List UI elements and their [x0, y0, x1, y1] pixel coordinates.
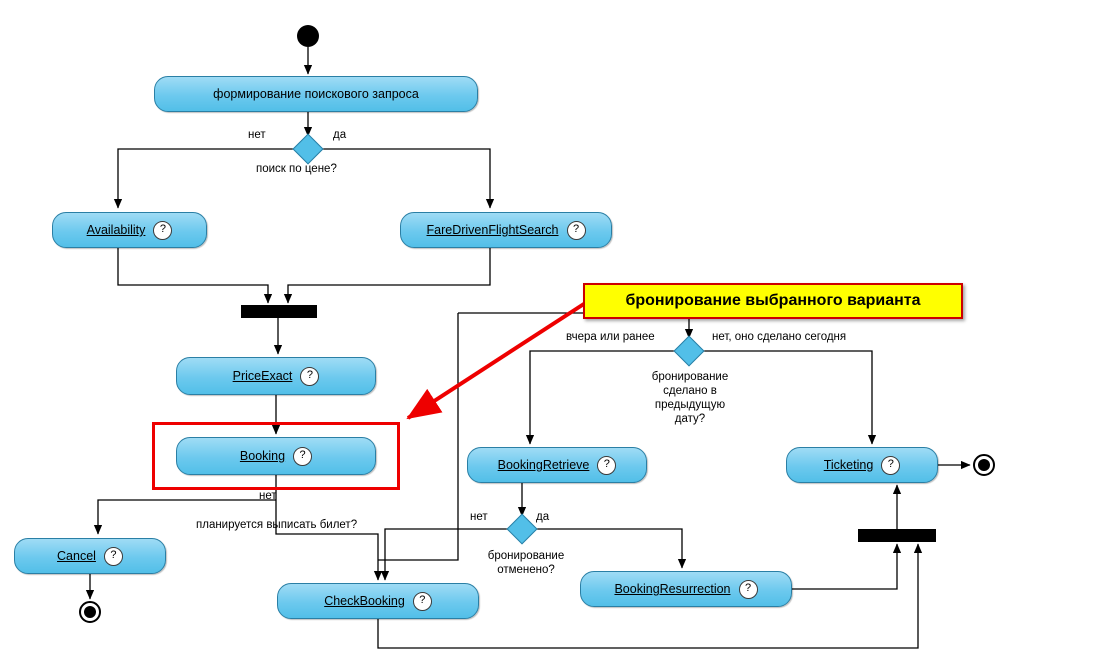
edge-label-yes-price: да: [333, 129, 347, 141]
callout-text: бронирование выбранного варианта: [625, 292, 921, 309]
node-label: Ticketing: [823, 458, 874, 472]
action-node-booking-retrieve[interactable]: [467, 447, 647, 483]
final-node-ticketing: [973, 454, 995, 476]
edge-label-made-today: нет, оно сделано сегодня: [712, 331, 847, 343]
edge-label-cancelled-question: бронирование отменено?: [487, 550, 565, 576]
action-node-price-exact[interactable]: [176, 357, 376, 395]
question-icon[interactable]: ?: [739, 580, 758, 599]
node-label: формирование поискового запроса: [213, 87, 419, 101]
edge-label-yesterday-or-earlier: вчера или ранее: [566, 331, 655, 343]
decision-node-price-search[interactable]: [292, 133, 323, 164]
question-icon[interactable]: ?: [881, 456, 900, 475]
node-label: CheckBooking: [324, 594, 405, 608]
decision-node-previous-date[interactable]: [673, 335, 704, 366]
node-label: PriceExact: [232, 369, 293, 383]
node-label: BookingResurrection: [614, 582, 731, 596]
decision-node-booking-cancelled[interactable]: [506, 513, 537, 544]
node-label: Availability: [86, 223, 146, 237]
callout-booking-selected-option: [583, 283, 963, 319]
edge-label-previous-date-question: бронирование сделано в предыдущую дату?: [651, 371, 729, 425]
join-bar-2: [858, 529, 936, 542]
edge-label-price-search-question: поиск по цене?: [256, 163, 337, 175]
question-icon[interactable]: ?: [300, 367, 319, 386]
final-node-cancel: [79, 601, 101, 623]
question-icon[interactable]: ?: [293, 447, 312, 466]
question-icon[interactable]: ?: [104, 547, 123, 566]
edge-label-ticket-planned-question: планируется выписать билет?: [196, 519, 358, 531]
action-node-cancel[interactable]: [14, 538, 166, 574]
question-icon[interactable]: ?: [597, 456, 616, 475]
edge-label-yes-cancelled: да: [536, 511, 550, 523]
initial-node: [297, 25, 319, 47]
action-node-fare-driven-flight-search[interactable]: [400, 212, 612, 248]
question-icon[interactable]: ?: [567, 221, 586, 240]
action-node-booking-resurrection[interactable]: [580, 571, 792, 607]
action-node-ticketing[interactable]: [786, 447, 938, 483]
node-label: Cancel: [57, 549, 96, 563]
highlight-box-booking: [152, 422, 400, 490]
question-icon[interactable]: ?: [153, 221, 172, 240]
node-label: Booking: [239, 449, 286, 463]
action-node-check-booking[interactable]: [277, 583, 479, 619]
edge-label-no-price: нет: [248, 129, 266, 141]
action-node-availability[interactable]: [52, 212, 207, 248]
edge-label-no-cancelled: нет: [470, 511, 488, 523]
edge-label-no-booking: нет: [259, 490, 277, 502]
join-bar-1: [241, 305, 317, 318]
node-label: FareDrivenFlightSearch: [426, 223, 559, 237]
action-node-search-query[interactable]: [154, 76, 478, 112]
question-icon[interactable]: ?: [413, 592, 432, 611]
node-label: BookingRetrieve: [497, 458, 590, 472]
